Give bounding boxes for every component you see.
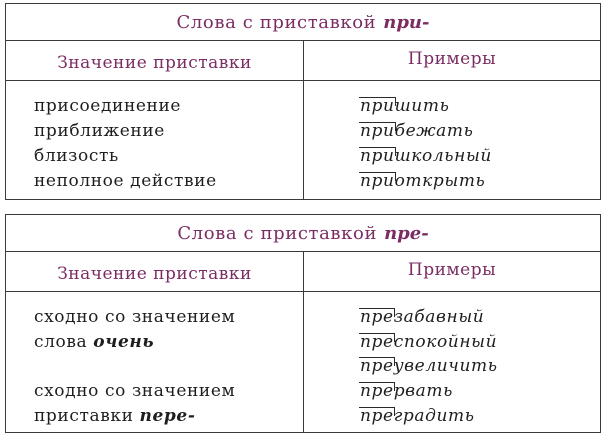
word-rest: увеличить [393, 356, 498, 376]
meaning-item: близость [34, 146, 119, 166]
word-rest: шить [394, 96, 450, 116]
meaning-text: слова [34, 332, 88, 352]
example-word [360, 406, 475, 426]
example-word [360, 121, 473, 141]
word-rest: градить [393, 406, 475, 426]
table-body [6, 81, 600, 199]
meaning-column [6, 292, 304, 432]
table-title-prefix: при- [383, 11, 430, 33]
word-rest: открыть [394, 171, 486, 191]
table-pre [5, 214, 601, 433]
meaning-item: неполное действие [34, 171, 217, 191]
prefix-mark: пре [360, 356, 394, 376]
table-title [6, 4, 600, 41]
examples-column [304, 292, 600, 432]
prefix-mark: пре [360, 332, 394, 352]
word-rest: школьный [394, 146, 492, 166]
meaning-item [34, 406, 195, 426]
meaning-text: приставки [34, 406, 134, 426]
meaning-column [6, 81, 304, 199]
table-title-text: Слова с приставкой [176, 11, 377, 33]
prefix-mark: пре [360, 307, 394, 327]
prefix-mark: при [360, 146, 395, 166]
header-meaning: Значение приставки [6, 252, 304, 291]
header-examples: Примеры [407, 48, 497, 69]
examples-column [304, 81, 600, 199]
table-body [6, 292, 600, 432]
prefix-mark: пре [360, 406, 394, 426]
prefix-mark: при [360, 121, 395, 141]
example-word [360, 381, 453, 401]
meaning-item: сходно со значением [34, 307, 236, 327]
example-word [360, 171, 485, 191]
word-rest: забавный [393, 307, 485, 327]
table-title-text: Слова с приставкой [177, 222, 378, 244]
example-word [360, 332, 497, 352]
table-title-prefix: пре- [384, 222, 429, 244]
table-pri [5, 3, 601, 200]
example-word [360, 307, 484, 327]
word-rest: рвать [393, 381, 453, 401]
meaning-item: сходно со значением [34, 381, 236, 401]
prefix-mark: при [360, 171, 395, 191]
table-title [6, 215, 600, 252]
emphasis-word: очень [93, 332, 155, 352]
header-meaning: Значение приставки [6, 41, 304, 80]
meaning-item: приближение [34, 121, 165, 141]
meaning-item [34, 332, 154, 352]
prefix-mark: при [360, 96, 395, 116]
example-word [360, 356, 498, 376]
header-examples: Примеры [407, 259, 497, 280]
emphasis-word: пере- [139, 406, 196, 426]
word-rest: бежать [394, 121, 474, 141]
table-header-row [6, 252, 600, 292]
meaning-item: присоединение [34, 96, 182, 116]
prefix-mark: пре [360, 381, 394, 401]
table-header-row [6, 41, 600, 81]
example-word [360, 96, 449, 116]
word-rest: спокойный [393, 332, 498, 352]
example-word [360, 146, 492, 166]
